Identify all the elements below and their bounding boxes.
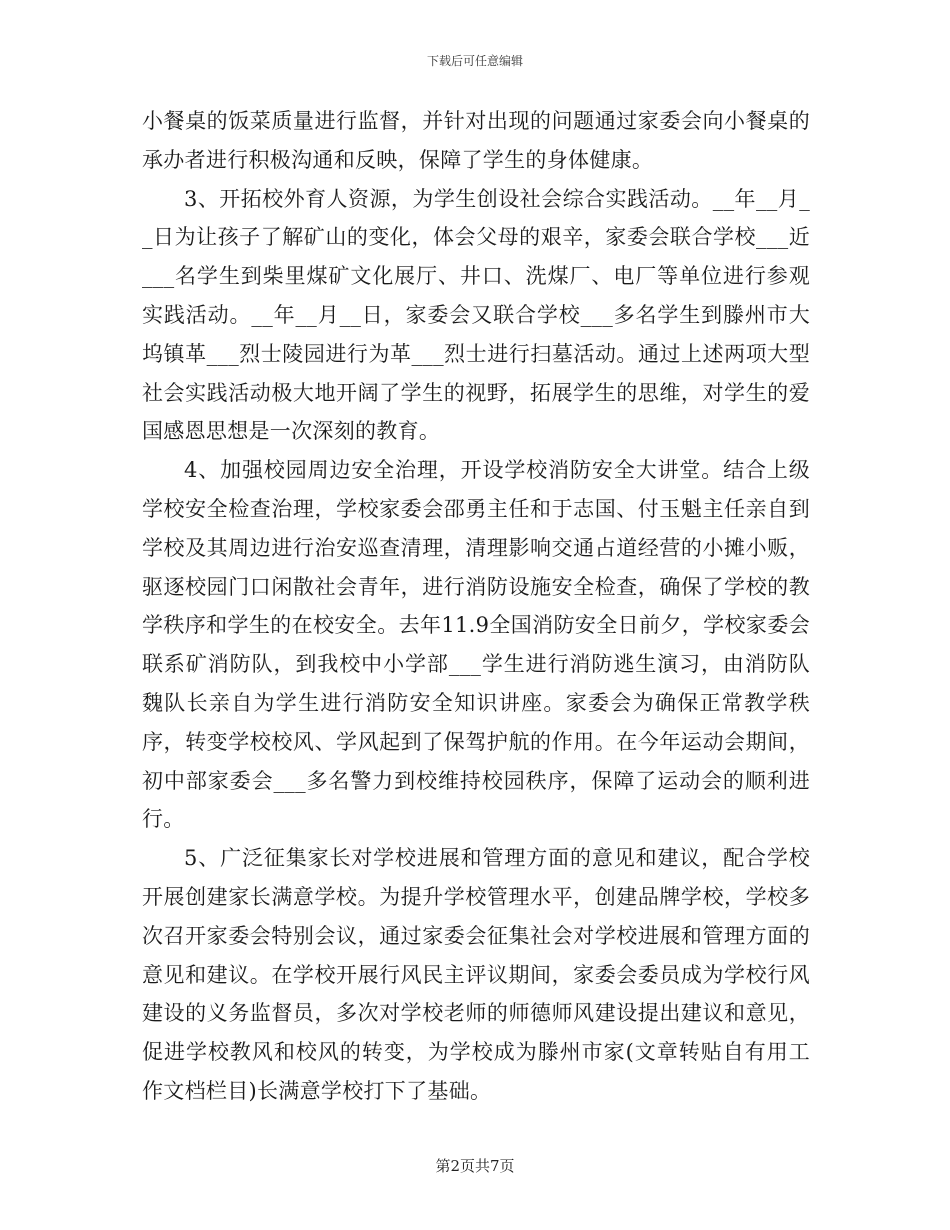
paragraph-continuation: 小餐桌的饭菜质量进行监督，并针对出现的问题通过家委会向小餐桌的承办者进行积极沟通和反映，保障了学生的身体健康。 bbox=[142, 109, 810, 172]
paragraph-item-4: 4、加强校园周边安全治理，开设学校消防安全大讲堂。结合上级学校安全检查治理，学校家委会邵勇主任和于志国、付玉魁主任亲自到学校及其周边进行治安巡查清理，清理影响交通占道经营的小摊小贩，驱逐校园门口闲散社会青年，进行消防设施安全检查，确保了学校的教学秩序和学生的在校安全。去年11.9全国消防安全日前夕，学校家委会联系矿消防队，到我校中小学部___学生进行消防逃生演习，由消防队魏队长亲自为学生进行消防安全知识讲座。家委会为确保正常教学秩序，转变学校校风、学风起到了保驾护航的作用。在今年运动会期间，初中部家委会___多名警力到校维持校园秩序，保障了运动会的顺利进行。 bbox=[142, 458, 810, 832]
page-header: 下载后可任意编辑 bbox=[426, 54, 523, 68]
page-number: 第2页共7页 bbox=[435, 1157, 515, 1175]
paragraph-item-3: 3、开拓校外育人资源，为学生创设社会综合实践活动。__年__月__日为让孩子了解矿山的变化，体会父母的艰辛，家委会联合学校___近___名学生到柴里煤矿文化展厅、井口、洗煤厂、电厂等单位进行参观实践活动。__年__月__日，家委会又联合学校___多名学生到滕州市大坞镇革___烈士陵园进行为革___烈士进行扫墓活动。通过上述两项大型社会实践活动极大地开阔了学生的视野，拓展学生的思维，对学生的爱国感恩思想是一次深刻的教育。 bbox=[142, 186, 810, 444]
paragraph-item-5: 5、广泛征集家长对学校进展和管理方面的意见和建议，配合学校开展创建家长满意学校。为提升学校管理水平，创建品牌学校，学校多次召开家委会特别会议，通过家委会征集社会对学校进展和管理方面的意见和建议。在学校开展行风民主评议期间，家委会委员成为学校行风建设的义务监督员，多次对学校老师的师德师风建设提出建议和意见，促进学校教风和校风的转变，为学校成为滕州市家(文章转贴自有用工作文档栏目)长满意学校打下了基础。 bbox=[142, 846, 810, 1103]
document-body bbox=[142, 102, 810, 1111]
